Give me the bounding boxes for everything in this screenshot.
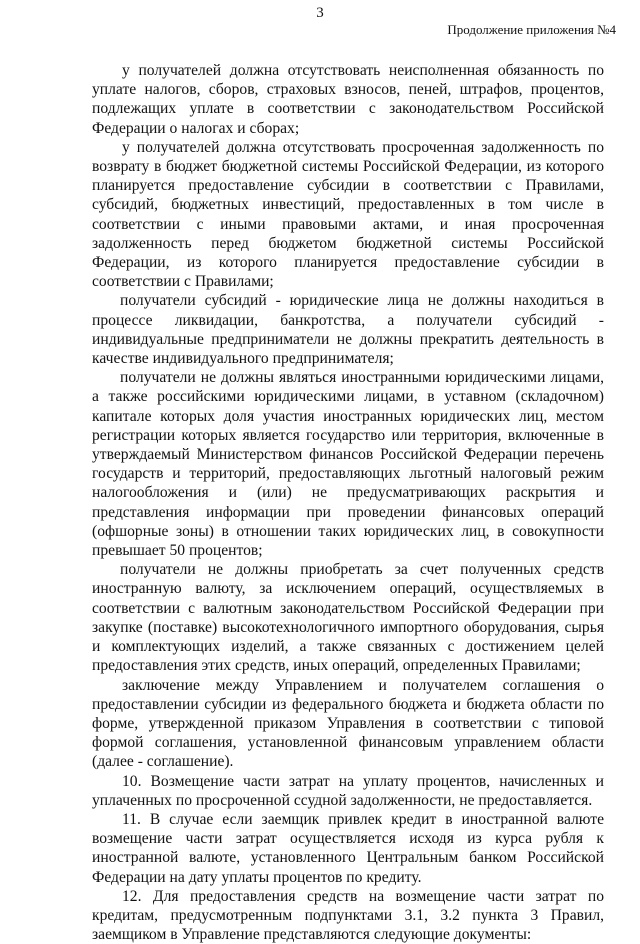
paragraph-item-12: 12. Для предоставления средств на возмещение части затрат по кредитам, предусмотренным подпунктами 3.1, 3.2 пункта 3 Правил, заемщиком в Управление представляются следующие документы: — [92, 887, 604, 944]
document-body — [92, 61, 604, 944]
paragraph-overdue-debt: у получателей должна отсутствовать просроченная задолженность по возврату в бюджет бюджетной системы Российской Федерации, из которого планируется предоставление субсидии в соответствии с Правилами, субсидий, бюджетных инвестиций, предоставленных в том числе в соответствии с иными правовыми актами, и иная просроченная задолженность перед бюджетом бюджетной системы Российской Федерации, из которого планируется предоставление субсидии в соответствии с Правилами; — [92, 138, 604, 291]
paragraph-foreign-currency: получатели не должны приобретать за счет полученных средств иностранную валюту, за исключением операций, осуществляемых в соответствии с валютным законодательством Российской Федерации при закупке (поставке) высокотехнологичного импортного оборудования, сырья и комплектующих изделий, а также связанных с достижением целей предоставления этих средств, иных операций, определенных Правилами; — [92, 561, 604, 675]
paragraph-item-10: 10. Возмещение части затрат на уплату процентов, начисленных и уплаченных по просроченной ссудной задолженности, не предоставляется. — [92, 772, 604, 809]
paragraph-item-11: 11. В случае если заемщик привлек кредит в иностранной валюте возмещение части затрат осуществляется исходя из курса рубля к иностранной валюте, установленного Центральным банком Российской Федерации на дату уплаты процентов по кредиту. — [92, 810, 604, 886]
paragraph-foreign-entities: получатели не должны являться иностранными юридическими лицами, а также российскими юридическими лицами, в уставном (складочном) капитале которых доля участия иностранных юридических лиц, местом регистрации которых является государство или территория, включенные в утверждаемый Министерством финансов Российской Федерации перечень государств и территорий, предоставляющих льготный налоговый режим налогообложения и (или) не предусматривающих раскрытия и представления информации при проведении финансовых операций (офшорные зоны) в отношении таких юридических лиц, в совокупности превышает 50 процентов; — [92, 369, 604, 560]
paragraph-tax-obligations: у получателей должна отсутствовать неисполненная обязанность по уплате налогов, сборов, страховых взносов, пеней, штрафов, процентов, подлежащих уплате в соответствии с законодательством Российской Федерации о налогах и сборах; — [92, 62, 604, 137]
paragraph-agreement: заключение между Управлением и получателем соглашения о предоставлении субсидии из федерального бюджета и бюджета области по форме, утвержденной приказом Управления в соответствии с типовой формой соглашения, установленной финансовым управлением области (далее - соглашение). — [92, 676, 604, 771]
paragraph-liquidation: получатели субсидий - юридические лица не должны находиться в процессе ликвидации, банкротства, а получатели субсидий - индивидуальные предприниматели не должны прекратить деятельность в качестве индивидуального предпринимателя; — [92, 292, 604, 368]
page-number: 3 — [316, 5, 324, 21]
page-header: Продолжение приложения №4 — [447, 22, 616, 37]
